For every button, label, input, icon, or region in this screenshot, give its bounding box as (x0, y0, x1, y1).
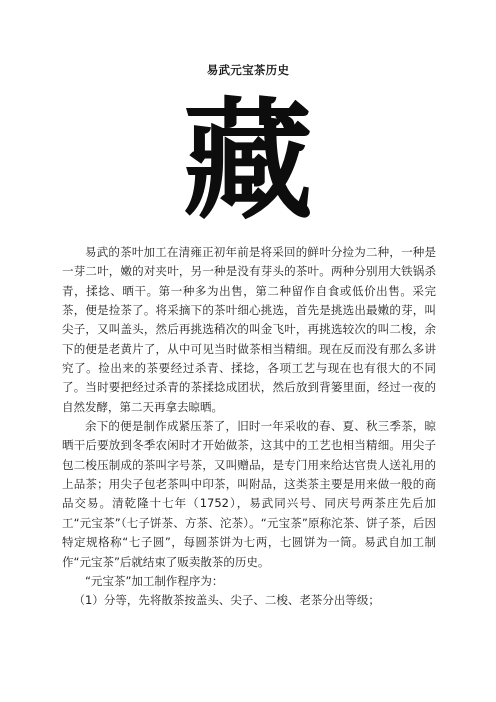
procedure-step-1: （1）分等，先将散茶按盖头、尖子、二梭、老茶分出等级； (73, 593, 380, 608)
document-title: 易武元宝茶历史 (206, 63, 290, 77)
paragraph-1: 易武的茶叶加工在清雍正初年前是将采回的鲜叶分捡为二种，一种是一芽二叶，嫩的对夹叶，另一种是没有芽头的茶叶。两种分别用大铁锅杀青，揉捻、晒干。第一种多为出售，第二种留作自食或低价出售。采完茶，便是捡茶了。将采摘下的茶叶细心挑选，首先是挑选出最嫩的芽，叫尖子，又叫盖头，然后再挑选稍次的叫金飞叶，再挑选较次的叫二梭，余下的便是老黄片了，从中可见当时做茶相当精细。现在反而没有那么多讲究了。捡出来的茶要经过杀青、揉捻，各项工艺与现在也有很大的不同了。当时要把经过杀青的茶揉捻成团状，然后放到背篓里面，经过一夜的自然发酵，第二天再拿去晾晒。 (62, 245, 436, 414)
document-body (62, 243, 436, 611)
procedure-heading: “元宝茶”加工制作程序为： (85, 573, 224, 588)
paragraph-2: 余下的便是制作成紧压茶了，旧时一年采收的春、夏、秋三季茶，晾晒干后要放到冬季农闲时才开始做茶，这其中的工艺也相当精细。用尖子包二梭压制成的茶叫字号茶，又叫赠品，是专门用来给达官贵人送礼用的上品茶；用尖子包老茶叫中印茶，叫附品，这类茶主要是用来做一般的商品交易。清乾隆十七年（1752），易武同兴号、同庆号两茶庄先后加工“元宝茶”（七子饼茶、方茶、沱茶）。“元宝茶”原称沱茶、饼子茶，后因特定规格称“七子圆”，每圆茶饼为七两，七圆饼为一筒。易武自加工制作“元宝茶”后就结束了贩卖散茶的历史。 (62, 419, 436, 569)
decorative-glyph: 藏 (182, 84, 313, 237)
